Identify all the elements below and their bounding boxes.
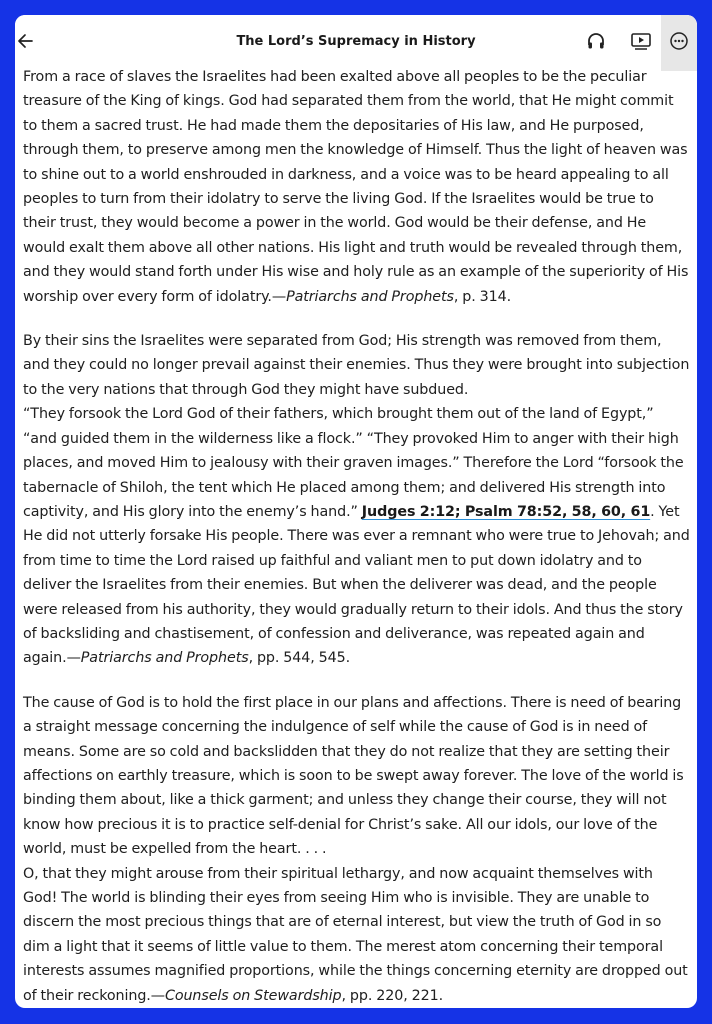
paragraph-5-text: O, that they might arouse from their spiritual lethargy, and now acquaint themselves with God! The world is blinding their eyes from seeing Him who is invisible. They are unable to discern the most precious things that are of eternal interest, but view the truth of God in so dim a light that it seems of little value to them. The merest atom concerning their temporal interests assumes magnified proportions, while the things concerning eternity are dropped out of their reckoning.—: [23, 865, 688, 1004]
reader-window: [15, 15, 697, 1008]
paragraph-3-page: , pp. 544, 545.: [248, 650, 351, 667]
paragraph-1: [23, 65, 690, 309]
paragraph-3-source: Patriarchs and Prophets: [80, 650, 249, 667]
paragraph-5-source: Counsels on Stewardship: [164, 987, 342, 1004]
play-video-icon: [630, 31, 652, 55]
paragraph-5: [23, 862, 690, 1008]
paragraph-1-source: Patriarchs and Prophets: [286, 288, 454, 305]
top-toolbar: [15, 15, 697, 71]
paragraph-2: [23, 329, 690, 402]
article-body: [23, 65, 690, 1008]
paragraph-3-text-continued: . Yet He did not utterly forsake His people. There was ever a remnant who were true to Jehovah; and from time to time the Lord raised up faithful and valiant men to put down idolatry and to deliver the Israelites from their enemies. But when the deliverer was dead, and the people were released from his authority, they would gradually return to their idols. And thus the story of backsliding and chastisement, of confession and deliverance, was repeated again and again.—: [23, 503, 690, 667]
audio-button[interactable]: [582, 29, 610, 57]
paragraph-3: [23, 402, 690, 670]
paragraph-4-text: The cause of God is to hold the first place in our plans and affections. There is need of bearing a straight message concerning the indulgence of self while the cause of God is in need of means. Some are so cold and backslidden that they do not realize that they are setting their affections on earthly treasure, which is soon to be swept away forever. The love of the world is binding them about, like a thick garment; and unless they change their course, they will not know how precious it is to practice self-denial for Christ’s sake. All our idols, our love of the world, must be expelled from the heart. . . .: [23, 694, 684, 858]
scripture-reference-link[interactable]: Judges 2:12; Psalm 78:52, 58, 60, 61: [361, 503, 651, 520]
page-title: The Lord’s Supremacy in History: [236, 34, 476, 49]
arrow-left-icon: [17, 33, 33, 53]
headphones-icon: [586, 31, 606, 55]
paragraph-2-text: By their sins the Israelites were separated from God; His strength was removed from them, and they could no longer prevail against their enemies. Thus they were brought into subjection to the very nations that through God they might have subdued.: [23, 333, 690, 398]
paragraph-4: [23, 691, 690, 862]
back-button[interactable]: [15, 29, 35, 57]
paragraph-5-page: , pp. 220, 221.: [341, 987, 444, 1004]
paragraph-3-text: “They forsook the Lord God of their fathers, which brought them out of the land of Egypt,” “and guided them in the wilderness like a flock.” “They provoked Him to anger with their high places, and moved Him to jealousy with their graven images.” Therefore the Lord “forsook the tabernacle of Shiloh, the tent which He placed among them; and delivered His strength into captivity, and His glory into the enemy’s hand.”: [23, 406, 684, 520]
more-options-area: [661, 15, 697, 71]
paragraph-1-text: From a race of slaves the Israelites had been exalted above all peoples to be the peculiar treasure of the King of kings. God had separated them from the world, that He might commit to them a sacred trust. He had made them the depositaries of His law, and He purposed, through them, to preserve among men the knowledge of Himself. Thus the light of heaven was to shine out to a world enshrouded in darkness, and a voice was to be heard appealing to all peoples to turn from their idolatry to serve the living God. If the Israelites would be true to their trust, they would become a power in the world. God would be their defense, and He would exalt them above all other nations. His light and truth would be revealed through them, and they would stand forth under His wise and holy rule as an example of the superiority of His worship over every form of idolatry.—: [23, 69, 689, 305]
paragraph-1-page: , p. 314.: [453, 288, 512, 305]
video-button[interactable]: [627, 29, 655, 57]
more-options-icon: [669, 31, 689, 55]
more-options-button[interactable]: [665, 29, 693, 57]
